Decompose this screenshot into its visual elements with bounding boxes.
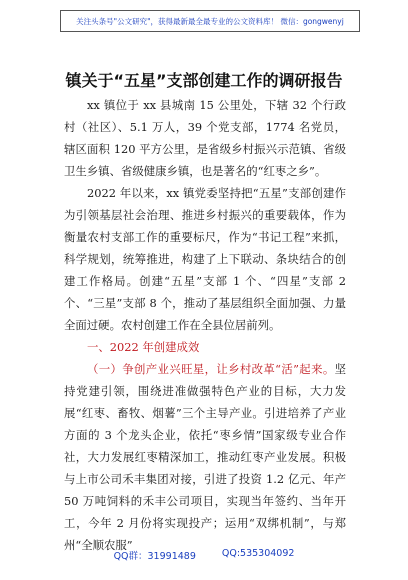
- section-heading: 一、2022 年创建成效: [87, 340, 200, 354]
- paragraph-industry: 坚持党建引领，围绕进准做强特色产业的目标，大力发展“红枣、畜牧、烟薯”三个主导产业。引进培养了产业方面的 3 个龙头企业，依托“枣乡情”国家级专业合作社，大力发展红枣精深加工，推动红枣产业发展。积极与上市公司禾丰集团对接，引进了投资 1.2 亿元、年产 50 万吨饲料的禾丰公司项目，实现当年签约、当年开工，今年 2 月份将实现投产；运用“双绑机制”，与郑州“全顺农服”: [64, 362, 346, 552]
- paragraph-intro: xx 镇位于 xx 县城南 15 公里处，下辖 32 个行政村（社区）、5.1 万人，39 个党支部，1774 名党员，辖区面积 120 平方公里，是省级乡村振兴示范镇、省级卫生乡镇、省级健康乡镇，也是著名的“红枣之乡”。: [64, 98, 346, 178]
- footer-qq: QQ:535304092: [221, 548, 295, 559]
- paragraph-subsection: [64, 358, 346, 556]
- document-body: [64, 94, 346, 556]
- footer-qq-group: QQ群：31991489: [113, 551, 196, 562]
- promo-banner-text: 关注头条号"公文研究"，获得最新最全最专业的公文资料库！ 微信：gongwenyj: [76, 16, 344, 26]
- subsection-heading: （一）争创产业兴旺星，让乡村改革“活”起来。: [87, 362, 335, 376]
- footer: [0, 548, 408, 562]
- paragraph-overview: 2022 年以来，xx 镇党委坚持把“五星”支部创建作为引领基层社会治理、推进乡村振兴的重要载体，作为衡量农村支部工作的重要标尺，作为“书记工程”来抓，科学规划，统筹推进，构建了上下联动、条块结合的创建工作格局。创建“五星”支部 1 个、“四星”支部 2 个、“三星”支部 8 个，推动了基层组织全面加强、力量全面过硬。农村创建工作在全县位居前列。: [64, 186, 346, 332]
- promo-banner: [60, 10, 360, 32]
- document-title: 镇关于“五星”支部创建工作的调研报告: [65, 71, 343, 90]
